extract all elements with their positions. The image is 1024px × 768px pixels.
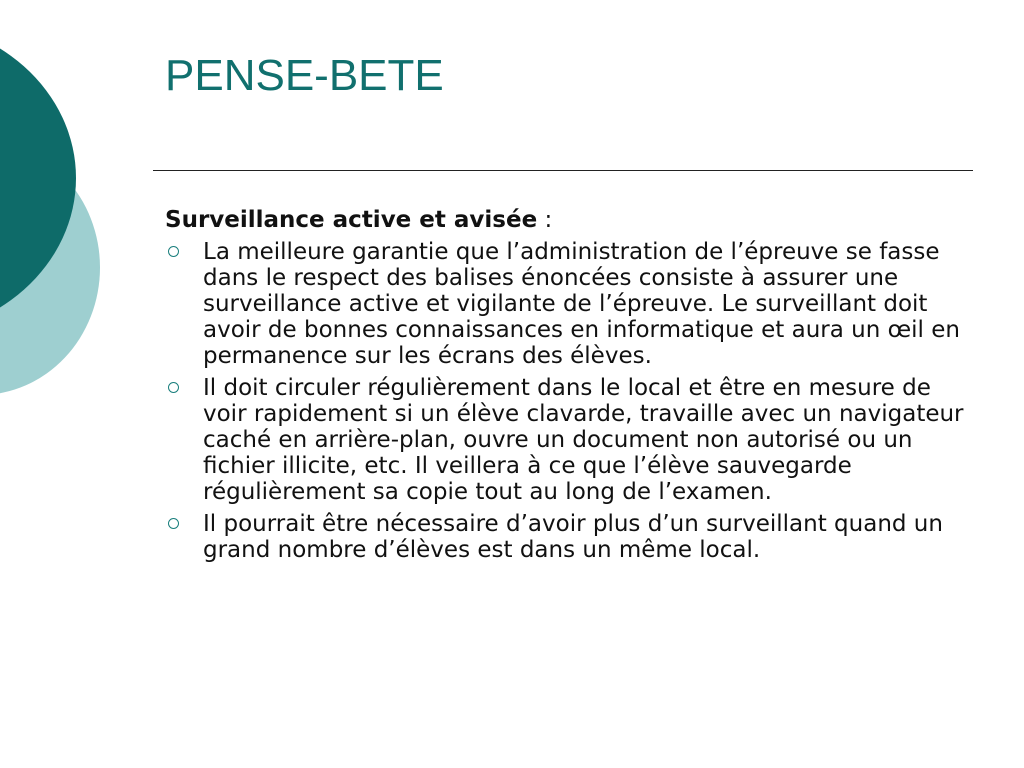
bullet-item xyxy=(165,511,965,563)
slide-body xyxy=(165,205,965,569)
bullet-item xyxy=(165,239,965,369)
bullet-text: Il doit circuler régulièrement dans le local et être en mesure de voir rapidement si un élève clavarde, travaille avec un navigateur caché en arrière-plan, ouvre un document non autorisé ou un fichier illicite, etc. Il veillera à ce que l’élève sauvegarde régulièrement sa copie tout au long de l’examen. xyxy=(203,375,964,505)
slide-title: PENSE-BETE xyxy=(165,51,444,100)
section-heading-bold: Surveillance active et avisée xyxy=(165,207,538,233)
hollow-circle-bullet-icon xyxy=(168,246,179,257)
hollow-circle-bullet-icon xyxy=(168,518,179,529)
section-heading xyxy=(165,205,965,235)
title-divider xyxy=(153,170,973,171)
bullet-list xyxy=(165,239,965,563)
hollow-circle-bullet-icon xyxy=(168,382,179,393)
bullet-text: La meilleure garantie que l’administration de l’épreuve se fasse dans le respect des balises énoncées consiste à assurer une surveillance active et vigilante de l’épreuve. Le surveillant doit avoir de bonnes connaissances en informatique et aura un œil en permanence sur les écrans des élèves. xyxy=(203,239,960,369)
section-heading-suffix: : xyxy=(537,207,553,233)
bullet-text: Il pourrait être nécessaire d’avoir plus d’un surveillant quand un grand nombre d’élèves est dans un même local. xyxy=(203,511,943,563)
bullet-item xyxy=(165,375,965,505)
